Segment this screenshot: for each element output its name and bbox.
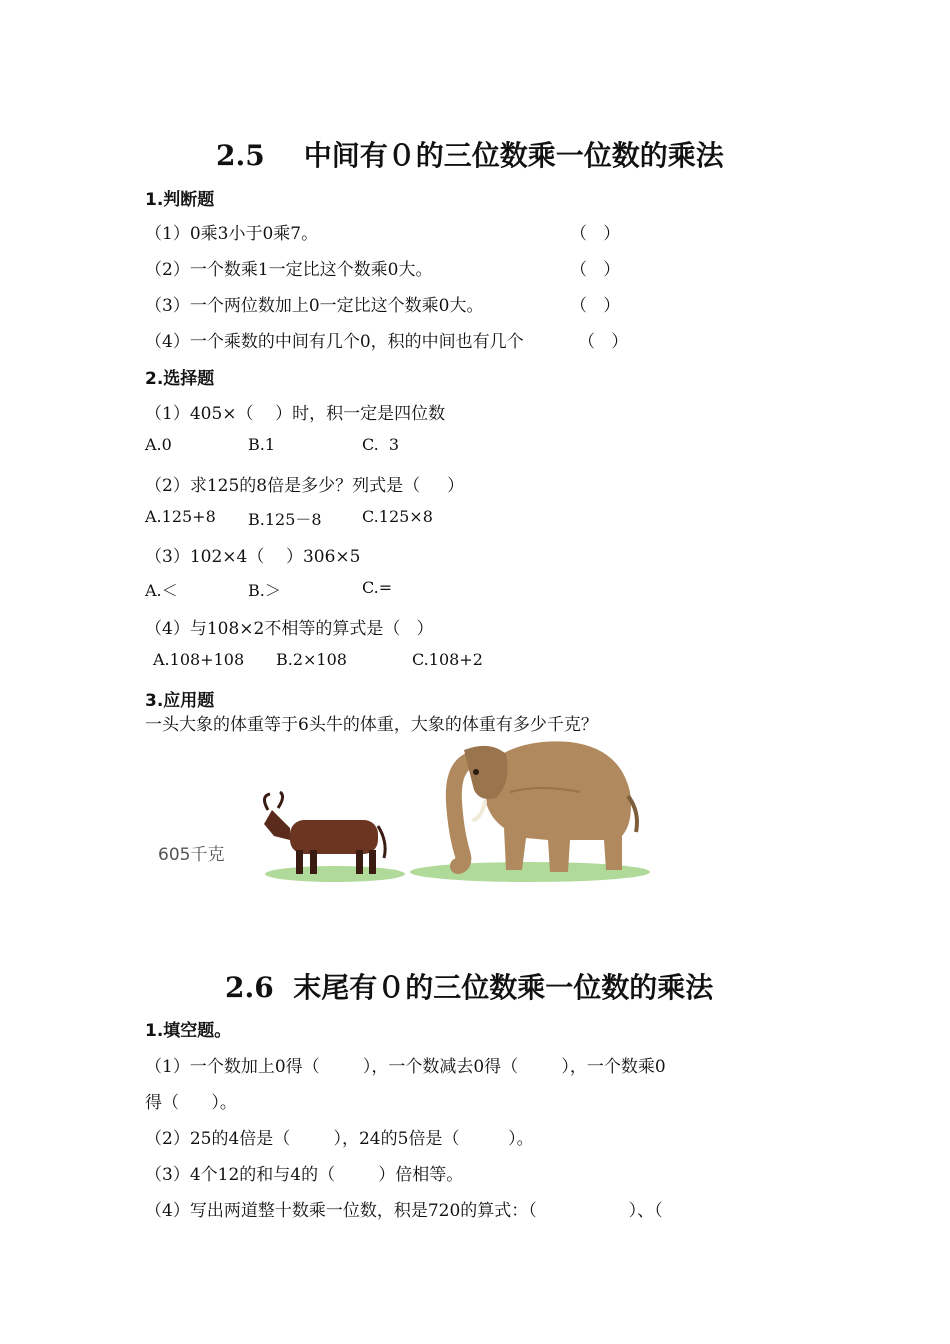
mc-question-2: （2）求125的8倍是多少？列式是（ ） [145,476,465,496]
mc-3-option-b[interactable]: B.＞ [248,581,281,600]
fill-line-2[interactable]: （2）25的4倍是（ ），24的5倍是（ ）。 [145,1129,534,1149]
heading-word-problem: 3.应用题 [145,691,215,711]
cow-grass [265,866,405,882]
tf-item-2: （2）一个数乘1一定比这个数乘0大。 [145,260,433,280]
tf-bracket-3[interactable]: （ ） [570,296,621,316]
mc-4-option-c[interactable]: C.108+2 [412,650,483,669]
mc-4-option-a[interactable]: A.108+108 [153,650,245,669]
animals-svg [140,732,660,892]
mc-1-option-b[interactable]: B.1 [248,435,276,454]
mc-3-option-c[interactable]: C.= [362,578,393,597]
tf-item-3: （3）一个两位数加上0一定比这个数乘0大。 [145,296,484,316]
elephant-icon [454,741,637,872]
mc-2-option-b[interactable]: B.125－8 [248,510,322,529]
cow-weight-label: 605千克 [158,845,225,865]
mc-question-3: （3）102×4（ ）306×5 [145,547,361,567]
tf-item-1: （1）0乘3小于0乘7。 [145,224,319,244]
fill-line-4[interactable]: （4）写出两道整十数乘一位数，积是720的算式：（ ）、（ [145,1201,663,1221]
mc-4-option-b[interactable]: B.2×108 [276,650,347,669]
fill-line-1[interactable]: （1）一个数加上0得（ ），一个数减去0得（ ），一个数乘0 [145,1057,666,1077]
fill-line-1-cont[interactable]: 得（ ）。 [145,1093,237,1113]
mc-2-option-c[interactable]: C.125×8 [362,507,433,526]
mc-1-option-c[interactable]: C. 3 [362,435,400,454]
tf-item-4: （4）一个乘数的中间有几个0，积的中间也有几个 [145,332,524,352]
word-problem-text: 一头大象的体重等于6头牛的体重，大象的体重有多少千克？ [145,715,598,735]
section-title-2-5: 2.5 中间有０的三位数乘一位数的乘法 [216,139,724,172]
mc-3-option-a[interactable]: A.＜ [145,581,178,600]
mc-question-4: （4）与108×2不相等的算式是（ ） [145,619,434,639]
tf-bracket-4[interactable]: （ ） [578,332,629,352]
section-title-2-6: 2.6 末尾有０的三位数乘一位数的乘法 [225,971,714,1004]
heading-multiple-choice: 2.选择题 [145,369,215,389]
fill-line-3[interactable]: （3）4个12的和与4的（ ）倍相等。 [145,1165,464,1185]
cow-elephant-illustration [140,732,660,892]
heading-fill-blank: 1.填空题。 [145,1021,232,1041]
cow-icon [264,792,385,874]
mc-2-option-a[interactable]: A.125+8 [145,507,216,526]
mc-question-1: （1）405×（ ）时，积一定是四位数 [145,404,446,424]
tf-bracket-1[interactable]: （ ） [570,224,621,244]
heading-true-false: 1.判断题 [145,190,215,210]
tf-bracket-2[interactable]: （ ） [570,260,621,280]
mc-1-option-a[interactable]: A.0 [145,435,172,454]
